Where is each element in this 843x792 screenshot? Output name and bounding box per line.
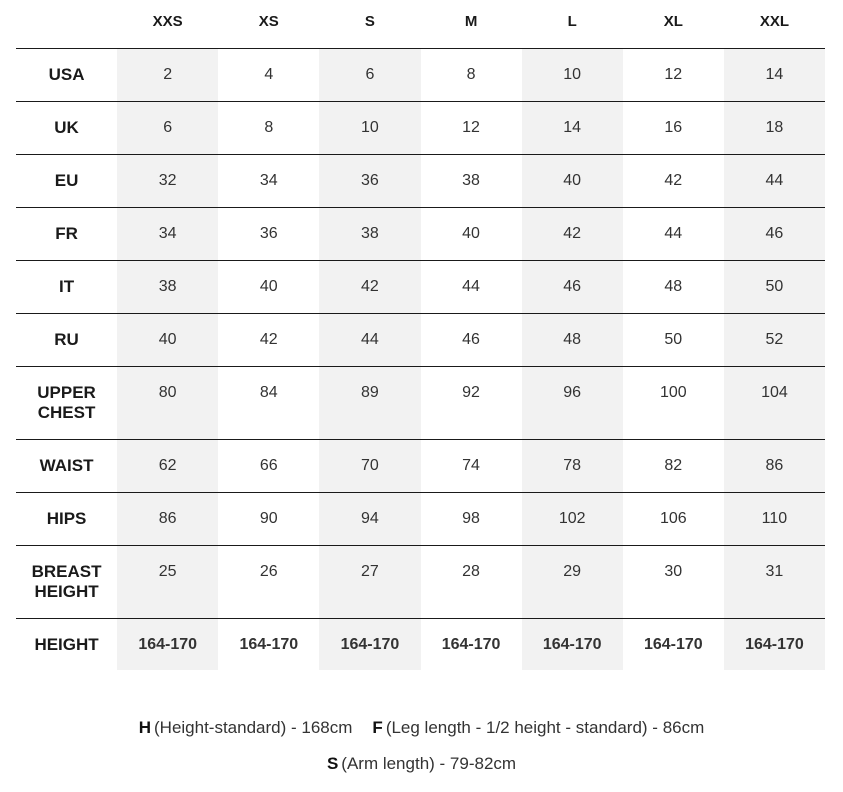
table-cell: 40 bbox=[218, 260, 319, 313]
table-cell: 164-170 bbox=[522, 618, 623, 670]
note-text: (Leg length - 1/2 height - standard) - 86cm bbox=[385, 718, 705, 737]
table-cell: 14 bbox=[724, 48, 825, 101]
measurement-notes bbox=[0, 716, 843, 788]
table-cell: 29 bbox=[522, 545, 623, 618]
table-row-uk bbox=[16, 101, 825, 154]
table-cell: 44 bbox=[724, 154, 825, 207]
table-cell: 30 bbox=[623, 545, 724, 618]
table-cell: 36 bbox=[218, 207, 319, 260]
table-cell: 42 bbox=[522, 207, 623, 260]
table-cell: 89 bbox=[319, 366, 420, 439]
table-cell: 6 bbox=[319, 48, 420, 101]
table-cell: 6 bbox=[117, 101, 218, 154]
size-header: XL bbox=[623, 0, 724, 48]
table-cell: 44 bbox=[319, 313, 420, 366]
table-cell: 32 bbox=[117, 154, 218, 207]
table-cell: 40 bbox=[117, 313, 218, 366]
table-cell: 42 bbox=[218, 313, 319, 366]
row-label: IT bbox=[16, 260, 117, 313]
note-height-standard bbox=[139, 716, 353, 740]
table-cell: 42 bbox=[623, 154, 724, 207]
size-header-row bbox=[16, 0, 825, 48]
table-cell: 12 bbox=[623, 48, 724, 101]
size-header: S bbox=[319, 0, 420, 48]
table-cell: 86 bbox=[724, 439, 825, 492]
table-cell: 164-170 bbox=[319, 618, 420, 670]
note-arm-length bbox=[327, 752, 516, 776]
table-cell: 31 bbox=[724, 545, 825, 618]
table-cell: 50 bbox=[724, 260, 825, 313]
size-header: XXL bbox=[724, 0, 825, 48]
table-cell: 106 bbox=[623, 492, 724, 545]
row-label: EU bbox=[16, 154, 117, 207]
size-header: M bbox=[421, 0, 522, 48]
row-label: USA bbox=[16, 48, 117, 101]
size-chart-table bbox=[16, 0, 825, 670]
table-cell: 80 bbox=[117, 366, 218, 439]
row-label: WAIST bbox=[16, 439, 117, 492]
table-cell: 4 bbox=[218, 48, 319, 101]
table-cell: 14 bbox=[522, 101, 623, 154]
table-cell: 104 bbox=[724, 366, 825, 439]
table-cell: 28 bbox=[421, 545, 522, 618]
table-cell: 44 bbox=[421, 260, 522, 313]
table-cell: 164-170 bbox=[643, 635, 703, 653]
table-row-breast-height bbox=[16, 545, 825, 618]
notes-line-2 bbox=[0, 752, 843, 776]
table-cell: 96 bbox=[522, 366, 623, 439]
table-cell: 70 bbox=[319, 439, 420, 492]
table-cell: 44 bbox=[623, 207, 724, 260]
table-cell: 12 bbox=[421, 101, 522, 154]
note-leg-length bbox=[372, 716, 704, 740]
table-cell: 10 bbox=[522, 48, 623, 101]
table-cell: 8 bbox=[218, 101, 319, 154]
table-row-waist bbox=[16, 439, 825, 492]
table-cell: 164-170 bbox=[724, 618, 825, 670]
note-key: S bbox=[326, 754, 339, 773]
table-cell: 42 bbox=[319, 260, 420, 313]
table-cell: 34 bbox=[117, 207, 218, 260]
corner-cell bbox=[16, 0, 117, 48]
table-cell: 62 bbox=[117, 439, 218, 492]
table-cell: 40 bbox=[522, 154, 623, 207]
table-cell: 74 bbox=[421, 439, 522, 492]
table-cell: 52 bbox=[724, 313, 825, 366]
table-cell: 100 bbox=[623, 366, 724, 439]
row-label: FR bbox=[16, 207, 117, 260]
table-row-height bbox=[16, 618, 825, 670]
row-label: BREAST HEIGHT bbox=[16, 545, 117, 618]
table-cell: 94 bbox=[319, 492, 420, 545]
table-cell: 86 bbox=[117, 492, 218, 545]
table-row-fr bbox=[16, 207, 825, 260]
table-cell: 92 bbox=[421, 366, 522, 439]
note-key: F bbox=[372, 718, 383, 737]
note-key: H bbox=[138, 718, 151, 737]
table-cell: 48 bbox=[522, 313, 623, 366]
table-cell: 46 bbox=[724, 207, 825, 260]
row-label: HIPS bbox=[16, 492, 117, 545]
table-cell: 164-170 bbox=[117, 618, 218, 670]
table-row-ru bbox=[16, 313, 825, 366]
note-text: (Arm length) - 79-82cm bbox=[341, 754, 517, 773]
row-label: UPPER CHEST bbox=[16, 366, 117, 439]
row-label: HEIGHT bbox=[34, 634, 99, 654]
table-cell: 164-170 bbox=[441, 635, 501, 653]
table-cell: 38 bbox=[319, 207, 420, 260]
table-cell: 46 bbox=[421, 313, 522, 366]
size-header: XS bbox=[218, 0, 319, 48]
table-cell: 38 bbox=[421, 154, 522, 207]
table-cell: 18 bbox=[724, 101, 825, 154]
table-cell: 38 bbox=[117, 260, 218, 313]
table-cell: 10 bbox=[319, 101, 420, 154]
row-label: RU bbox=[16, 313, 117, 366]
size-header: XXS bbox=[117, 0, 218, 48]
table-cell: 36 bbox=[319, 154, 420, 207]
table-cell: 78 bbox=[522, 439, 623, 492]
table-cell: 26 bbox=[218, 545, 319, 618]
table-row-usa bbox=[16, 48, 825, 101]
table-cell: 2 bbox=[117, 48, 218, 101]
note-text: (Height-standard) - 168cm bbox=[154, 718, 353, 737]
table-cell: 90 bbox=[218, 492, 319, 545]
row-label: UK bbox=[16, 101, 117, 154]
table-row-it bbox=[16, 260, 825, 313]
table-cell: 40 bbox=[421, 207, 522, 260]
table-row-upper-chest bbox=[16, 366, 825, 439]
table-cell: 34 bbox=[218, 154, 319, 207]
table-cell: 25 bbox=[117, 545, 218, 618]
table-cell: 8 bbox=[421, 48, 522, 101]
table-row-eu bbox=[16, 154, 825, 207]
notes-line-1 bbox=[0, 716, 843, 740]
table-cell: 50 bbox=[623, 313, 724, 366]
table-cell: 16 bbox=[623, 101, 724, 154]
table-cell: 110 bbox=[724, 492, 825, 545]
table-cell: 27 bbox=[319, 545, 420, 618]
table-cell: 164-170 bbox=[239, 635, 299, 653]
size-header: L bbox=[522, 0, 623, 48]
table-cell: 46 bbox=[522, 260, 623, 313]
table-cell: 48 bbox=[623, 260, 724, 313]
table-cell: 82 bbox=[623, 439, 724, 492]
table-cell: 84 bbox=[218, 366, 319, 439]
table-cell: 98 bbox=[421, 492, 522, 545]
table-cell: 102 bbox=[522, 492, 623, 545]
table-cell: 66 bbox=[218, 439, 319, 492]
table-row-hips bbox=[16, 492, 825, 545]
